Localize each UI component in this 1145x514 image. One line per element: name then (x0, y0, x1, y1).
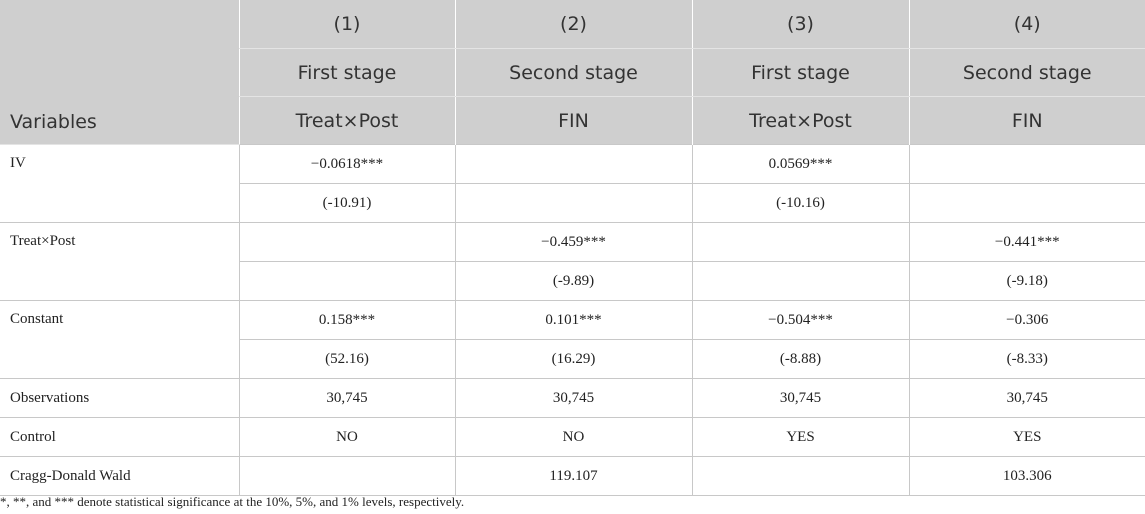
coef-cell (692, 223, 909, 262)
value-cell (239, 457, 455, 496)
coef-cell: −0.504*** (692, 301, 909, 340)
coef-cell (239, 223, 455, 262)
tstat-cell: (-8.88) (692, 340, 909, 379)
value-cell: 103.306 (909, 457, 1145, 496)
column-stage: Second stage (909, 49, 1145, 97)
coef-cell (455, 145, 692, 184)
column-dependent-variable: FIN (909, 97, 1145, 145)
column-stage: First stage (239, 49, 455, 97)
row-label-treat-post: Treat×Post (0, 223, 239, 301)
table-body (0, 145, 1145, 496)
column-dependent-variable: FIN (455, 97, 692, 145)
tstat-cell: (-9.18) (909, 262, 1145, 301)
tstat-cell: (-9.89) (455, 262, 692, 301)
value-cell: YES (692, 418, 909, 457)
coef-cell: −0.441*** (909, 223, 1145, 262)
coef-cell: 0.0569*** (692, 145, 909, 184)
coef-cell: 0.158*** (239, 301, 455, 340)
tstat-cell: (52.16) (239, 340, 455, 379)
tstat-cell: (-10.91) (239, 184, 455, 223)
tstat-cell (239, 262, 455, 301)
tstat-cell (909, 184, 1145, 223)
value-cell: 30,745 (455, 379, 692, 418)
row-label-iv: IV (0, 145, 239, 223)
value-cell: 30,745 (239, 379, 455, 418)
table-row-treat-post-coef (0, 223, 1145, 262)
tstat-cell: (16.29) (455, 340, 692, 379)
column-number: (3) (692, 0, 909, 49)
value-cell: NO (455, 418, 692, 457)
tstat-cell: (-10.16) (692, 184, 909, 223)
value-cell: NO (239, 418, 455, 457)
coef-cell (909, 145, 1145, 184)
tstat-cell: (-8.33) (909, 340, 1145, 379)
table-row-control (0, 418, 1145, 457)
table-row-observations (0, 379, 1145, 418)
column-number: (2) (455, 0, 692, 49)
column-stage: First stage (692, 49, 909, 97)
coef-cell: 0.101*** (455, 301, 692, 340)
row-label-cragg-donald: Cragg-Donald Wald (0, 457, 239, 496)
coef-cell: −0.459*** (455, 223, 692, 262)
value-cell: 30,745 (909, 379, 1145, 418)
table-row-cragg-donald (0, 457, 1145, 496)
row-label-control: Control (0, 418, 239, 457)
column-dependent-variable: Treat×Post (692, 97, 909, 145)
column-dependent-variable: Treat×Post (239, 97, 455, 145)
table-row-constant-coef (0, 301, 1145, 340)
column-number: (4) (909, 0, 1145, 49)
row-label-constant: Constant (0, 301, 239, 379)
value-cell: 119.107 (455, 457, 692, 496)
tstat-cell (692, 262, 909, 301)
variables-header: Variables (0, 0, 239, 145)
header-row-column-numbers (0, 0, 1145, 49)
coef-cell: −0.0618*** (239, 145, 455, 184)
value-cell (692, 457, 909, 496)
value-cell: 30,745 (692, 379, 909, 418)
row-label-observations: Observations (0, 379, 239, 418)
tstat-cell (455, 184, 692, 223)
value-cell: YES (909, 418, 1145, 457)
coef-cell: −0.306 (909, 301, 1145, 340)
column-stage: Second stage (455, 49, 692, 97)
table-row-iv-coef (0, 145, 1145, 184)
column-number: (1) (239, 0, 455, 49)
table-header (0, 0, 1145, 145)
table-footnote: *, **, and *** denote statistical significance at the 10%, 5%, and 1% levels, respectively. (0, 494, 465, 509)
